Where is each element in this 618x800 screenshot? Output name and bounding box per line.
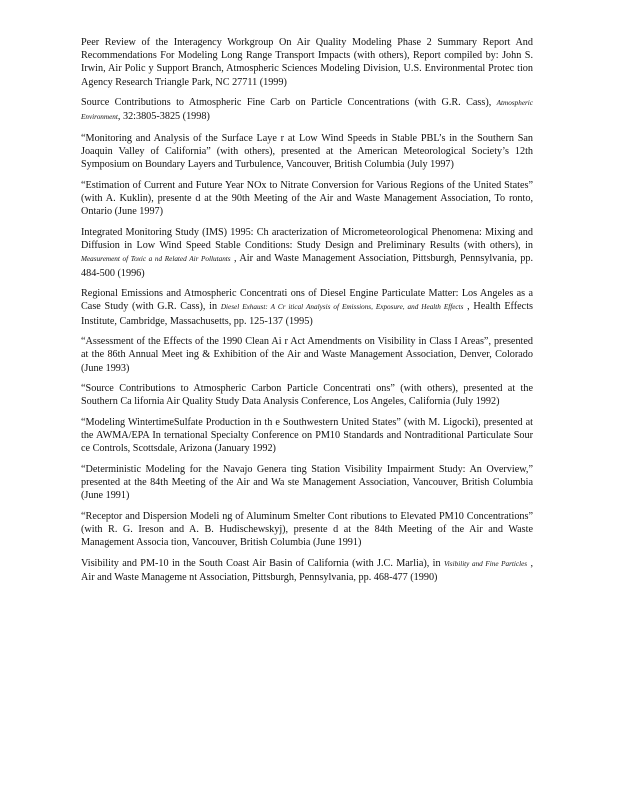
book-title: Measurement of Toxic a nd Related Air Pollutants bbox=[81, 255, 231, 264]
reference-text: , Air and Waste Manageme nt Association, Pittsburgh, Pennsylvania, pp. 468-477 (1990) bbox=[81, 558, 533, 584]
reference-text: “Estimation of Current and Future Year NOx to Nitrate Conversion for Various Regions of the United States” (with A. Kuklin), presente d at the 90th Meeting of the Air and Waste Management Association, To ronto, Ontario (June 1997) bbox=[81, 180, 533, 218]
reference-item bbox=[81, 335, 533, 375]
reference-list bbox=[81, 36, 533, 592]
reference-text: Peer Review of the Interagency Workgroup On Air Quality Modeling Phase 2 Summary Report And Recommendations For Modeling Long Range Transport Impacts (with others), Report compiled by: John S. Irwin, Air Polic y Support Branch, Atmospheric Sciences Modeling Division, U.S. Environmental Protec tion Agency Research Triangle Park, NC 27711 (1999) bbox=[81, 37, 533, 88]
reference-text: Regional Emissions and Atmospheric Concentrati ons of Diesel Engine Particulate Matter: Los Angeles as a Case Study (with G.R. Cass), in bbox=[81, 288, 533, 313]
book-title: Diesel Exhaust: A Cr itical Analysis of Emissions, Exposure, and Health Effects bbox=[220, 303, 464, 312]
reference-text: Visibility and PM-10 in the South Coast Air Basin of California (with J.C. Marlia), in bbox=[81, 558, 444, 569]
reference-item bbox=[81, 463, 533, 503]
reference-text: “Assessment of the Effects of the 1990 Clean Ai r Act Amendments on Visibility in Class I Areas”, presented at the 86th Annual Meet ing & Exhibition of the Air and Waste Management Association, Denver, Colorado (June 1993) bbox=[81, 336, 533, 374]
reference-item bbox=[81, 179, 533, 219]
reference-text: “Modeling WintertimeSulfate Production in th e Southwestern United States” (with M. Ligocki), presented at the AWMA/EPA In ternational Specialty Conference on PM10 Standards and Nontraditional Particulate Sour ce Controls, Scottsdale, Arizona (January 1992) bbox=[81, 417, 533, 455]
reference-text: “Source Contributions to Atmospheric Carbon Particle Concentrati ons” (with others), presented at the Southern Ca lifornia Air Quality Study Data Analysis Conference, Los Angeles, California (July 1992) bbox=[81, 383, 533, 408]
reference-item bbox=[81, 510, 533, 550]
reference-text: , 32:3805-3825 (1998) bbox=[117, 111, 210, 123]
reference-text: Source Contributions to Atmospheric Fine Carb on Particle Concentrations (with G.R. Cass), bbox=[81, 97, 497, 109]
reference-text: “Deterministic Modeling for the Navajo Genera ting Station Visibility Impairment Study: An Overview,” presented at the 84th Meeting of the Air and Wa ste Management Association, Vancouver, British Columbia (June 1991) bbox=[81, 464, 533, 502]
journal-title: Atmospheric Environment bbox=[81, 99, 533, 122]
reference-text: Integrated Monitoring Study (IMS) 1995: Ch aracterization of Micrometeorological Phenomena: Mixing and Diffusion in Low Wind Speed Stable Conditions: Study Design and Preliminary Results (with others), in bbox=[81, 227, 533, 252]
reference-item bbox=[81, 132, 533, 172]
reference-text: , Health Effects Institute, Cambridge, Massachusetts, pp. 125-137 (1995) bbox=[81, 301, 533, 327]
reference-item bbox=[81, 382, 533, 408]
reference-text: “Monitoring and Analysis of the Surface Laye r at Low Wind Speeds in Stable PBL’s in the Southern San Joaquin Valley of California” (with others), presented at the American Meteorological Society’s 12th Symposium on Boundary Layers and Turbulence, Vancouver, British Columbia (July 1997) bbox=[81, 133, 533, 171]
reference-item bbox=[81, 557, 533, 584]
reference-item bbox=[81, 287, 533, 328]
reference-text: “Receptor and Dispersion Modeli ng of Aluminum Smelter Cont ributions to Elevated PM10 Concentrations” (with R. G. Ireson and A. B. Hudischewskyj), presente d at the 84th Meeting of the Air and Waste Management Associa tion, Vancouver, British Columbia (June 1991) bbox=[81, 511, 533, 549]
reference-text: , Air and Waste Management Association, Pittsburgh, Pennsylvania, pp. 484-500 (1996) bbox=[81, 253, 534, 279]
reference-item bbox=[81, 36, 533, 89]
reference-item bbox=[81, 226, 533, 280]
reference-item bbox=[81, 416, 533, 456]
book-title: Visibility and Fine Particles bbox=[443, 560, 528, 568]
reference-item bbox=[81, 96, 533, 124]
